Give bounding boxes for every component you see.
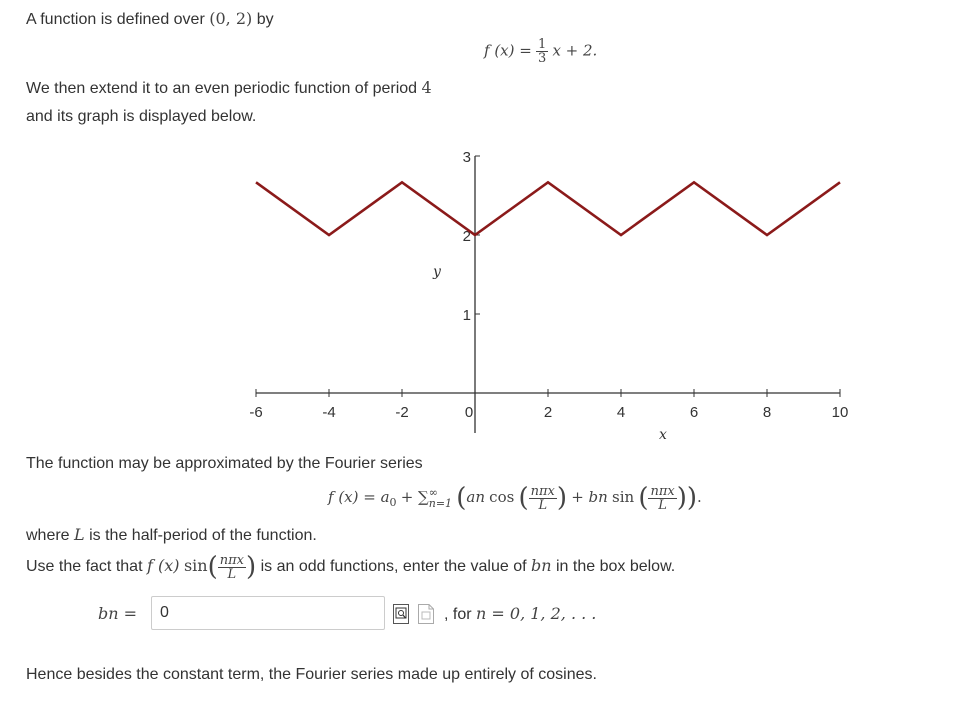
formula-numerator: 1 xyxy=(538,37,547,52)
formula-denominator: 3 xyxy=(538,51,547,66)
preview-icon[interactable] xyxy=(393,604,409,624)
intro-suffix: by xyxy=(256,11,274,28)
sum-top: ∞ xyxy=(428,486,438,499)
use-argument xyxy=(218,554,246,581)
cos-arg-num: nπx xyxy=(530,483,555,499)
sin-arg-num: nπx xyxy=(650,483,675,499)
bn-answer-input[interactable]: 0 xyxy=(151,596,385,630)
answer-label: bn = xyxy=(98,604,138,623)
function-curve xyxy=(256,182,840,235)
intro-prefix: A function is defined over xyxy=(26,11,205,28)
answer-n-values: n = 0, 1, 2, . . . xyxy=(476,604,597,623)
sin-argument xyxy=(648,485,676,512)
fourier-an: an xyxy=(466,487,485,506)
definition-formula xyxy=(484,38,597,65)
use-close-paren: ) xyxy=(245,552,257,582)
intro-interval: (0, 2) xyxy=(209,9,253,28)
use-line xyxy=(26,552,675,582)
use-suffix: is an odd functions, enter the value of xyxy=(260,558,527,576)
y-tick-label: 3 xyxy=(462,149,471,166)
fourier-cos: cos xyxy=(489,487,515,506)
cos-close-paren: ) xyxy=(556,483,568,513)
use-open-paren: ( xyxy=(207,552,218,582)
use-prefix: Use the fact that xyxy=(26,558,143,576)
use-arg-den: L xyxy=(227,566,237,582)
x-tick-label: -4 xyxy=(322,404,336,421)
sum-bottom: n=1 xyxy=(428,497,453,510)
fourier-a-sub: 0 xyxy=(389,495,397,509)
use-fx: f (x) xyxy=(146,556,180,576)
sin-arg-den: L xyxy=(658,497,667,513)
fourier-intro: The function may be approximated by the Fourier series xyxy=(26,455,423,472)
where-suffix: is the half-period of the function. xyxy=(89,527,317,544)
extend-period: 4 xyxy=(421,78,432,97)
periodic-function-graph xyxy=(236,140,856,450)
where-prefix: where xyxy=(26,527,70,544)
sum-limits xyxy=(429,487,452,509)
formula-lhs: f (x) = xyxy=(484,41,532,60)
conclusion-text: Hence besides the constant term, the Fourier series made up entirely of cosines. xyxy=(26,666,597,683)
cos-argument xyxy=(529,485,557,512)
x-tick-label: 4 xyxy=(616,404,626,421)
extend-text: We then extend it to an even periodic function of period xyxy=(26,80,418,97)
where-L: L xyxy=(74,525,85,544)
formula-help-icon[interactable] xyxy=(418,604,434,624)
fourier-sum: + ∑ xyxy=(400,487,429,506)
answer-for-text: , for xyxy=(444,606,472,623)
fourier-bn: + bn xyxy=(571,487,608,506)
graph-series xyxy=(256,182,840,235)
x-tick-label: 0 xyxy=(464,404,474,421)
x-tick-label: -2 xyxy=(395,404,409,421)
fourier-lhs: f (x) = a xyxy=(328,487,390,506)
x-tick-label: 2 xyxy=(543,404,553,421)
x-tick-label: 10 xyxy=(831,404,849,421)
x-axis-label: x xyxy=(659,427,667,443)
y-axis-label: y xyxy=(433,264,441,280)
fourier-sin: sin xyxy=(612,487,635,506)
intro-line xyxy=(26,9,274,29)
where-line xyxy=(26,525,317,545)
fourier-end: . xyxy=(697,487,702,506)
open-paren: ( xyxy=(456,483,467,513)
cos-arg-den: L xyxy=(538,497,548,513)
formula-rest: x + 2. xyxy=(552,41,598,60)
use-bn: bn xyxy=(531,556,552,576)
cos-open-paren: ( xyxy=(518,483,529,513)
x-tick-label: -6 xyxy=(249,404,263,421)
fourier-formula xyxy=(328,483,702,513)
y-tick-label: 2 xyxy=(462,228,471,245)
use-arg-num: nπx xyxy=(219,552,244,568)
formula-fraction xyxy=(536,38,548,65)
answer-for xyxy=(444,604,596,624)
extend-line-2: and its graph is displayed below. xyxy=(26,108,257,125)
y-tick-label: 1 xyxy=(462,307,471,324)
x-tick-label: 6 xyxy=(689,404,699,421)
sin-close-paren: )) xyxy=(676,483,698,513)
x-tick-label: 8 xyxy=(762,404,772,421)
graph-ticks xyxy=(249,149,848,421)
use-sin: sin xyxy=(183,556,208,576)
extend-line-1 xyxy=(26,78,432,98)
use-tail: in the box below. xyxy=(556,558,676,576)
sin-open-paren: ( xyxy=(638,483,649,513)
